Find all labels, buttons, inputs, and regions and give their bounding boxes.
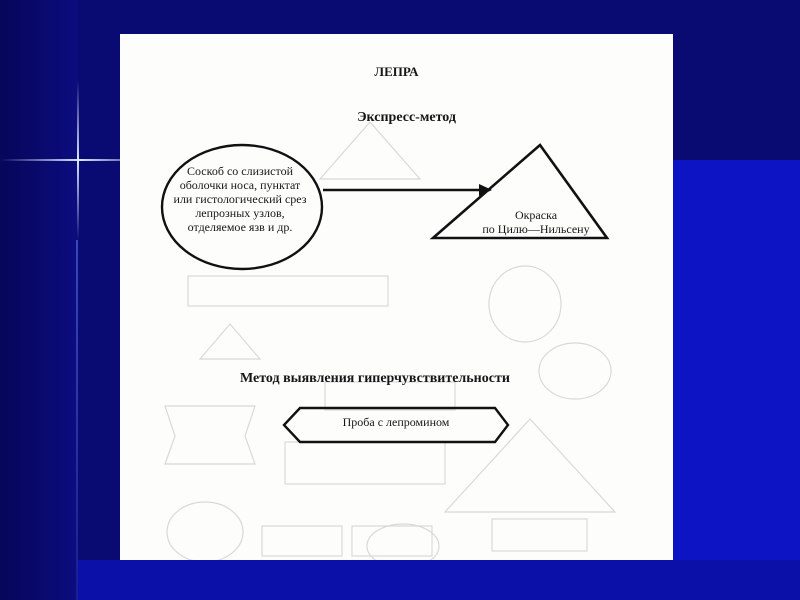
decorative-line: [76, 240, 78, 600]
faint-triangle-right: [445, 419, 615, 512]
faint-box-bottom-1: [262, 526, 342, 556]
oval-label: [165, 164, 315, 234]
background-bottom-band: [78, 560, 800, 600]
oval-label-line: Соскоб со слизистой: [186, 164, 293, 178]
background-left-panel: [0, 0, 78, 600]
background-right-panel: [672, 160, 800, 600]
faint-oval: [489, 266, 561, 342]
hypersensitivity-heading: Метод выявления гиперчувствительности: [240, 371, 510, 386]
faint-triangle-top: [320, 122, 420, 179]
faint-oval-bottom-2: [367, 524, 439, 560]
oval-label-line: лепрозных узлов,: [195, 206, 285, 220]
triangle-label-line: по Цилю—Нильсену: [482, 222, 590, 236]
lens-flare-vertical: [77, 80, 79, 240]
hexagon-label: Проба с лепромином: [342, 415, 450, 429]
slide-image: [120, 34, 673, 560]
faint-box-lower: [285, 442, 445, 484]
faint-box: [188, 276, 388, 306]
oval-label-line: оболочки носа, пунктат: [179, 178, 301, 192]
triangle-label: [476, 208, 596, 236]
faint-oval-right: [539, 343, 611, 399]
faint-box-bottom-3: [492, 519, 587, 551]
oval-label-line: отделяемое язв и др.: [187, 220, 293, 234]
oval-label-line: или гистологический срез: [173, 192, 307, 206]
faint-triangle-left: [200, 324, 260, 359]
faint-ribbon: [165, 406, 255, 464]
faint-box-bottom-2: [352, 526, 432, 556]
slide-title: ЛЕПРА: [374, 64, 419, 79]
express-method-heading: Экспресс-метод: [357, 110, 456, 125]
triangle-label-line: Окраска: [514, 208, 558, 222]
faint-oval-bottom: [167, 502, 243, 560]
